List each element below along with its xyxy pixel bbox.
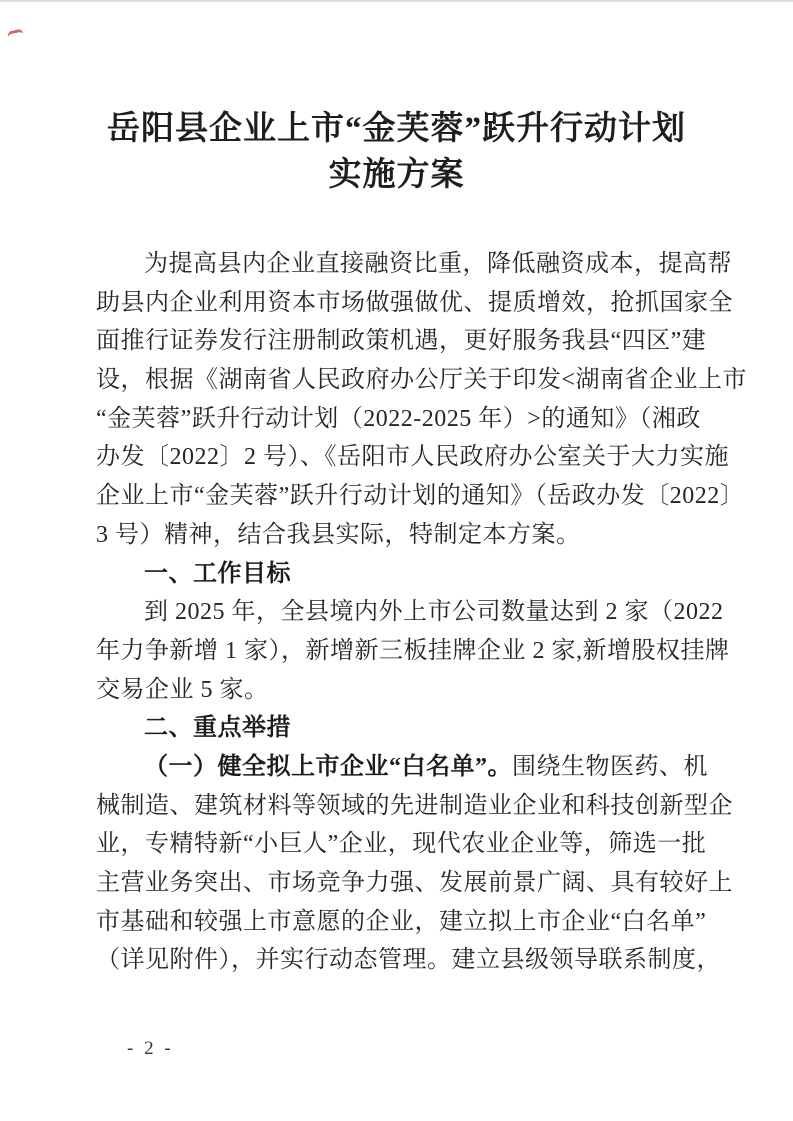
document-body xyxy=(96,245,748,980)
doc-line: 主营业务突出、市场竞争力强、发展前景广阔、具有较好上 xyxy=(96,870,733,896)
doc-line: 业，专精特新“小巨人”企业，现代农业企业等，筛选一批 xyxy=(96,831,707,858)
doc-line: 设，根据《湖南省人民政府办公厅关于印发<湖南省企业上市 xyxy=(96,367,748,394)
section-heading-2: 二、重点举措 xyxy=(144,714,291,742)
red-pen-mark xyxy=(7,28,25,43)
measure-1-lead: （一）健全拟上市企业“白名单”。 xyxy=(144,753,512,780)
doc-line: 企业上市“金芙蓉”跃升行动计划的通知》（岳政办发〔2022〕 xyxy=(96,483,745,510)
document-title xyxy=(0,106,793,198)
document-title-line-1: 岳阳县企业上市“金芙蓉”跃升行动计划 xyxy=(107,111,686,147)
doc-line: 3 号）精神，结合我县实际，特制定本方案。 xyxy=(96,521,581,548)
paragraph-measure-1 xyxy=(96,748,733,980)
doc-line: 办发〔2022〕2 号）、《岳阳市人民政府办公室关于大力实施 xyxy=(96,444,729,471)
section-heading-1: 一、工作目标 xyxy=(144,559,291,587)
doc-line: 助县内企业利用资本市场做强做优、提质增效，抢抓国家全 xyxy=(96,289,733,316)
doc-line: （详见附件），并实行动态管理。建立县级领导联系制度， xyxy=(96,947,721,974)
doc-line: “金芙蓉”跃升行动计划（2022-2025 年）>的通知》（湘政 xyxy=(96,405,701,432)
doc-line: 面推行证券发行注册制政策机遇，更好服务我县“四区”建 xyxy=(96,328,707,355)
doc-line xyxy=(96,748,708,787)
paragraph-goals xyxy=(96,593,730,709)
paragraph-intro xyxy=(96,245,748,555)
doc-line: 械制造、建筑材料等领域的先进制造业企业和科技创新型企 xyxy=(96,792,733,819)
doc-line: 市基础和较强上市意愿的企业，建立拟上市企业“白名单” xyxy=(96,908,707,935)
doc-line: 年力争新增 1 家），新增新三板挂牌企业 2 家,新增股权挂牌 xyxy=(96,637,730,664)
measure-1-rest: 围绕生物医药、机 xyxy=(512,753,708,780)
doc-line: 到 2025 年，全县境内外上市公司数量达到 2 家（2022 xyxy=(144,599,724,626)
doc-line: 为提高县内企业直接融资比重，降低融资成本，提高帮 xyxy=(144,251,732,277)
page-number: - 2 - xyxy=(127,1038,174,1059)
document-title-line-2: 实施方案 xyxy=(328,157,465,193)
doc-line: 交易企业 5 家。 xyxy=(96,676,269,703)
